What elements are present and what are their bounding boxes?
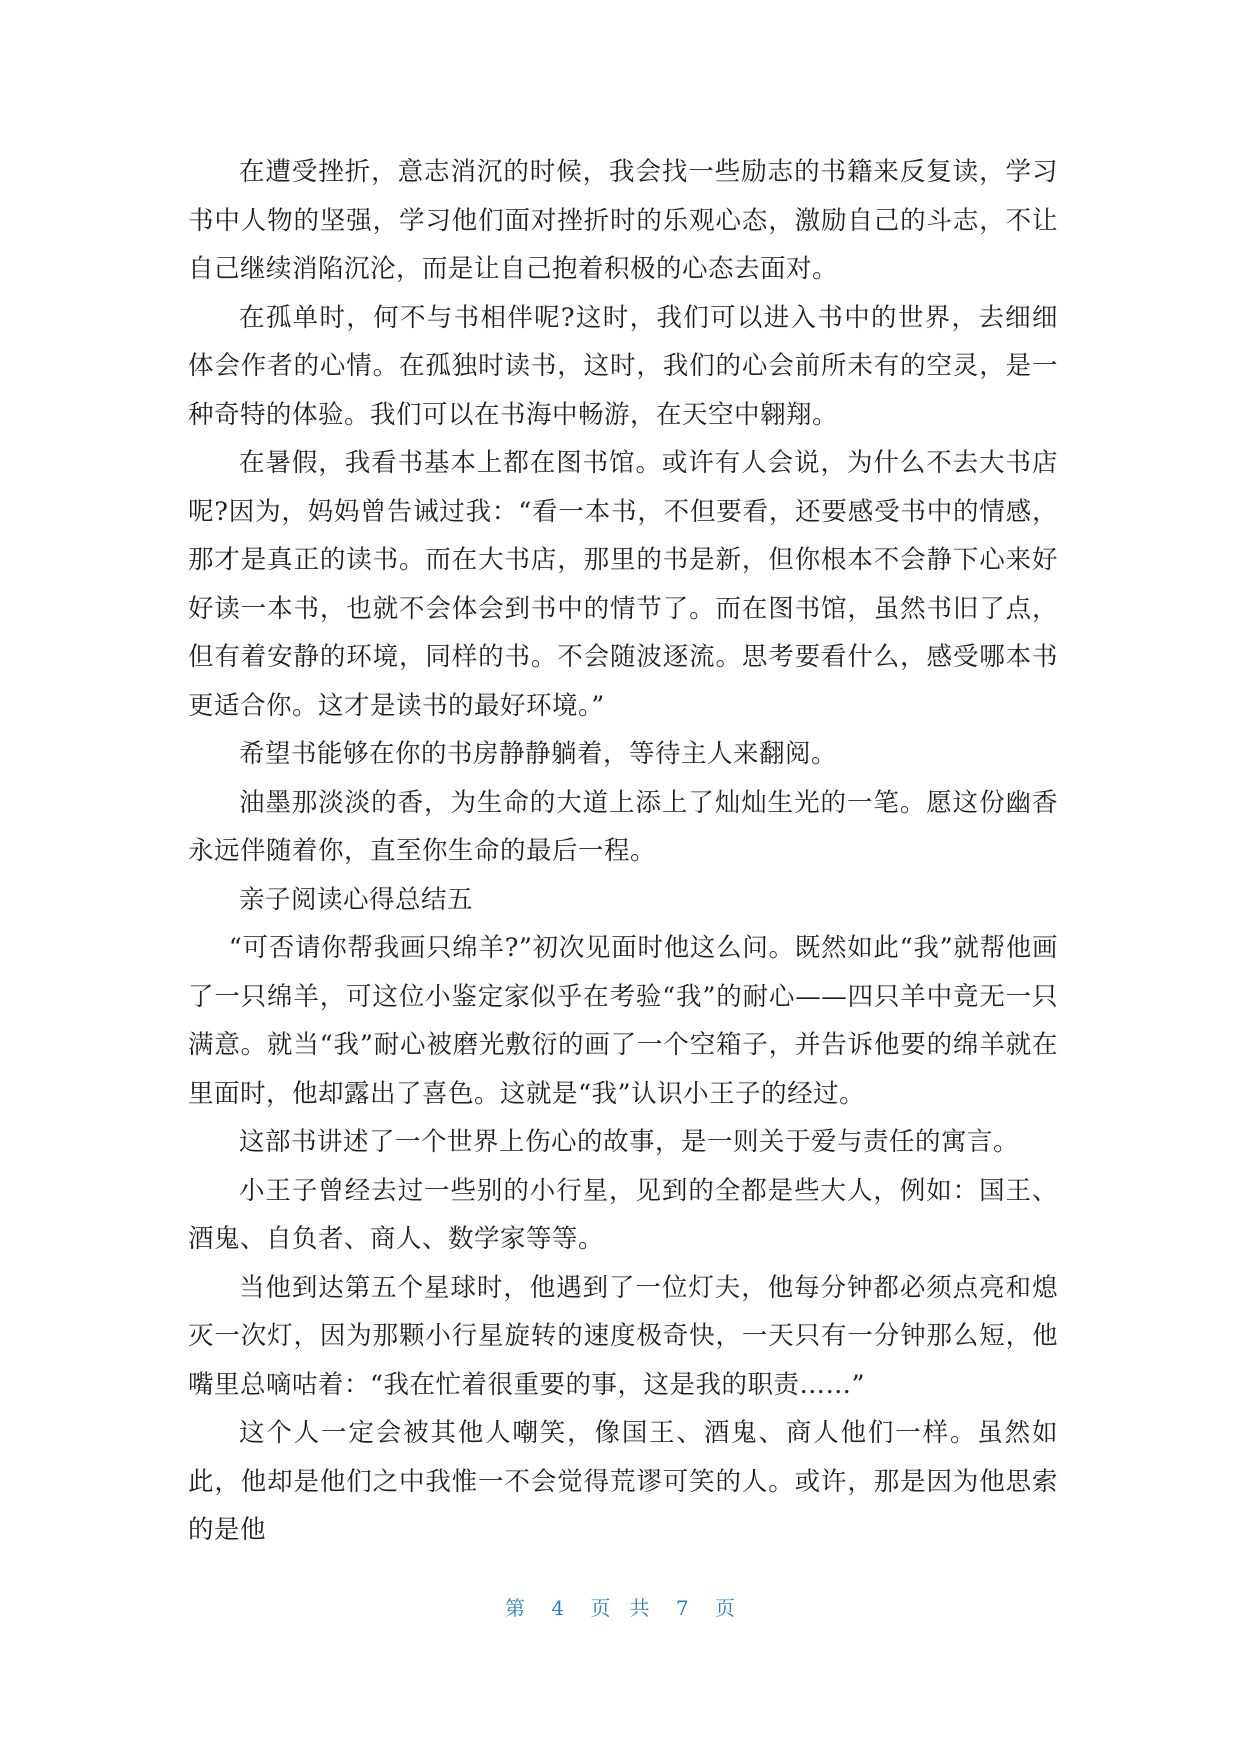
section-heading: 亲子阅读心得总结五 xyxy=(239,884,474,915)
paragraph-8: 这部书讲述了一个世界上伤心的故事，是一则关于爱与责任的寓言。 xyxy=(239,1127,1020,1157)
body-text xyxy=(188,148,1058,1555)
paragraph-5: 油墨那淡淡的香，为生命的大道上添上了灿灿生光的一笔。愿这份幽香永远伴随着你，直至你生命的最后一程。 xyxy=(188,787,1058,866)
footer-gong: 共 xyxy=(629,1596,651,1620)
footer-total-pages: 7 xyxy=(675,1596,690,1620)
paragraph-11: 这个人一定会被其他人嘲笑，像国王、酒鬼、商人他们一样。虽然如此，他却是他们之中我惟一不会觉得荒谬可笑的人。或许，那是因为他思索的是他 xyxy=(188,1418,1058,1545)
page-number-footer xyxy=(0,1592,1241,1621)
footer-di: 第 xyxy=(505,1596,527,1620)
paragraph-2: 在孤单时，何不与书相伴呢?这时，我们可以进入书中的世界，去细细体会作者的心情。在孤独时读书，这时，我们的心会前所未有的空灵，是一种奇特的体验。我们可以在书海中畅游，在天空中翱翔。 xyxy=(188,302,1058,430)
footer-current-page: 4 xyxy=(551,1596,566,1620)
paragraph-10: 当他到达第五个星球时，他遇到了一位灯夫，他每分钟都必须点亮和熄灭一次灯，因为那颗小行星旋转的速度极奇快，一天只有一分钟那么短，他嘴里总嘀咕着：“我在忙着很重要的事，这是我的职责……” xyxy=(188,1272,1058,1400)
paragraph-3: 在暑假，我看书基本上都在图书馆。或许有人会说，为什么不去大书店呢?因为，妈妈曾告诫过我：“看一本书，不但要看，还要感受书中的情感，那才是真正的读书。而在大书店，那里的书是新，但你根本不会静下心来好好读一本书，也就不会体会到书中的情节了。而在图书馆，虽然书旧了点，但有着安静的环境，同样的书。不会随波逐流。思考要看什么，感受哪本书更适合你。这才是读书的最好环境。” xyxy=(188,448,1058,721)
paragraph-7: “可否请你帮我画只绵羊?”初次见面时他这么问。既然如此“我”就帮他画了一只绵羊，可这位小鉴定家似乎在考验“我”的耐心——四只羊中竟无一只满意。就当“我”耐心被磨光敷衍的画了一个空箱子，并告诉他要的绵羊就在里面时，他却露出了喜色。这就是“我”认识小王子的经过。 xyxy=(188,933,1058,1109)
footer-ye2: 页 xyxy=(714,1596,736,1620)
paragraph-4: 希望书能够在你的书房静静躺着，等待主人来翻阅。 xyxy=(239,739,838,769)
paragraph-9: 小王子曾经去过一些别的小行星，见到的全都是些大人，例如：国王、酒鬼、自负者、商人、数学家等等。 xyxy=(188,1175,1058,1254)
footer-ye: 页 xyxy=(590,1596,612,1620)
paragraph-1: 在遭受挫折，意志消沉的时候，我会找一些励志的书籍来反复读，学习书中人物的坚强，学习他们面对挫折时的乐观心态，激励自己的斗志，不让自己继续消陷沉沦，而是让自己抱着积极的心态去面对。 xyxy=(188,157,1058,284)
